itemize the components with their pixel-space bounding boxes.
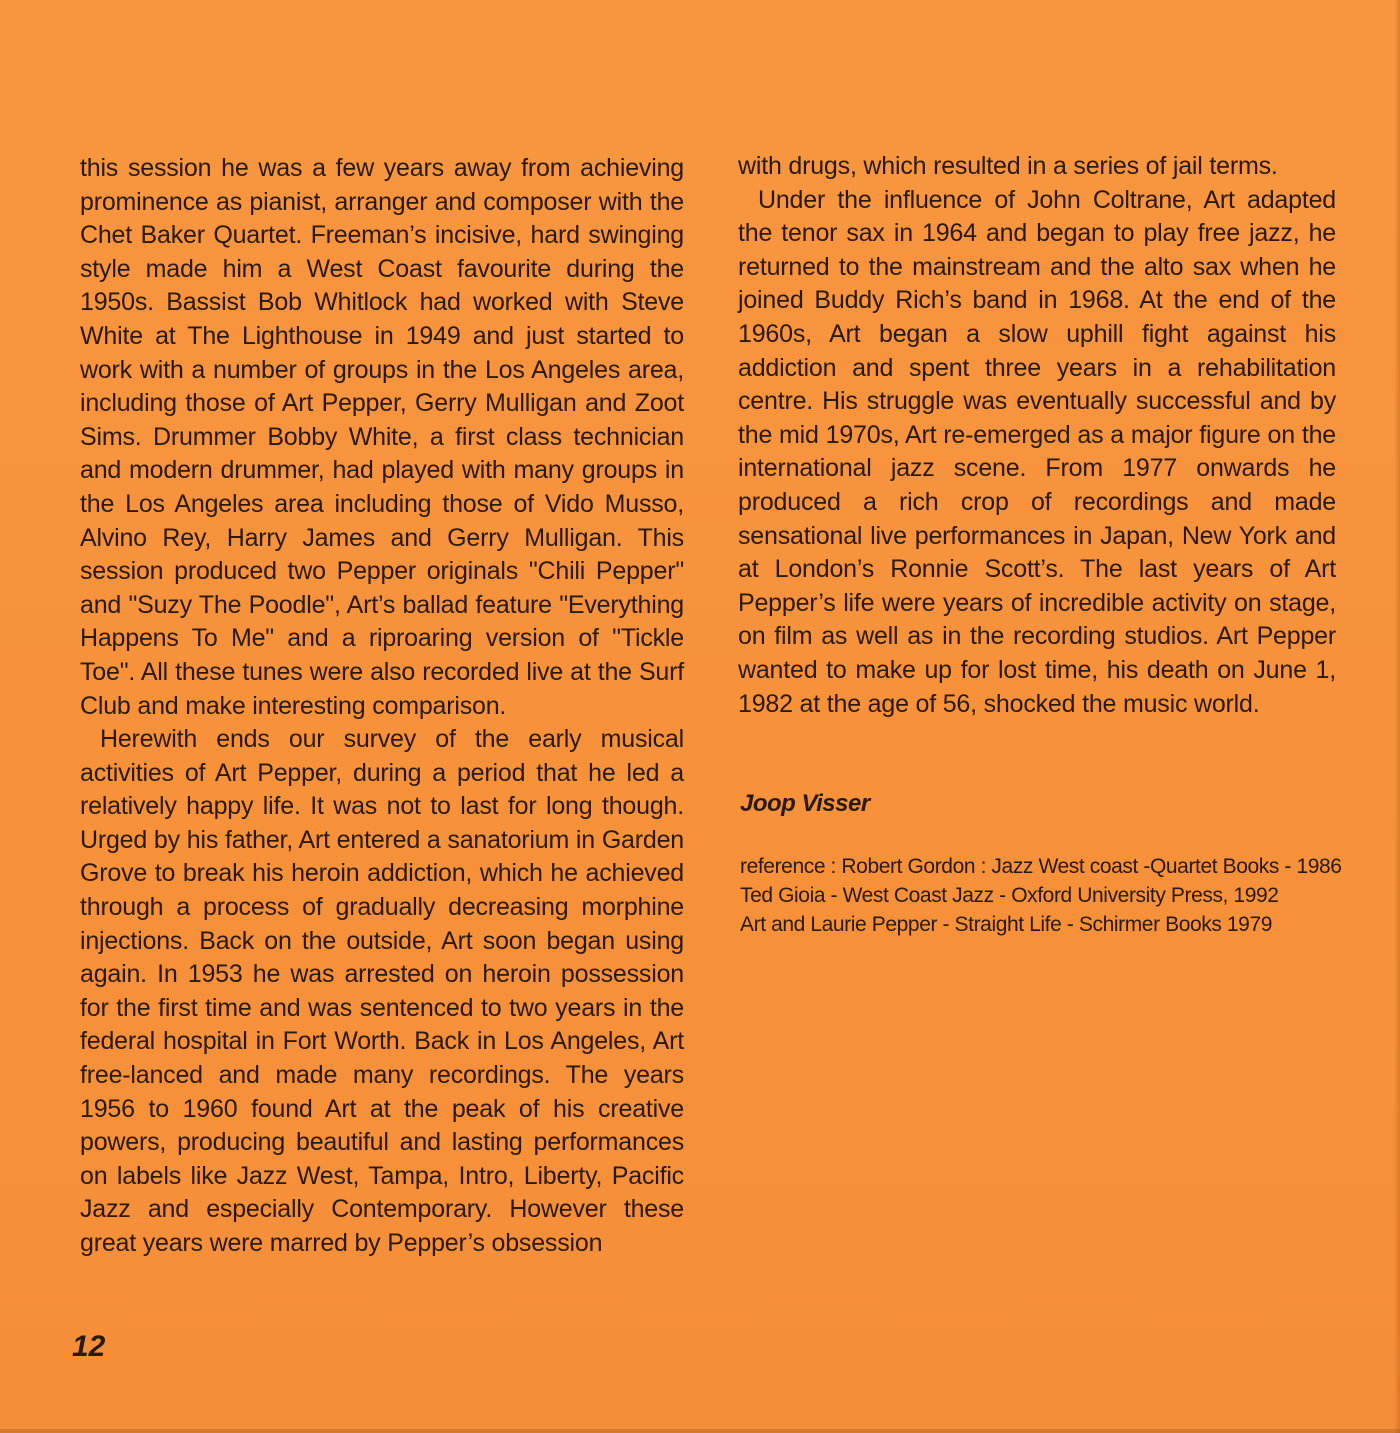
- references-list: [740, 852, 1360, 939]
- left-paragraph-1: this session he was a few years away from achieving prominence as pianist, arranger and composer with the Chet Baker Quartet. Freeman’s incisive, hard swinging style made him a West Coast favourite during the 1950s. Bassist Bob Whitlock had worked with Steve White at The Lighthouse in 1949 and just started to work with a number of groups in the Los Angeles area, including those of Art Pepper, Gerry Mulligan and Zoot Sims. Drummer Bobby White, a first class technician and modern drummer, had played with many groups in the Los Angeles area including those of Vido Musso, Alvino Rey, Harry James and Gerry Mulligan. This session produced two Pepper originals "Chili Pepper" and "Suzy The Poodle", Art’s ballad feature "Everything Happens To Me" and a riproaring version of "Tickle Toe". All these tunes were also recorded live at the Surf Club and make interesting comparison.: [80, 154, 684, 720]
- right-text-column: [738, 150, 1336, 721]
- reference-line-1: reference : Robert Gordon : Jazz West coast -Quartet Books - 1986: [740, 855, 1342, 878]
- author-name: Joop Visser: [740, 790, 870, 817]
- right-paragraph-1: with drugs, which resulted in a series of jail terms.: [738, 152, 1278, 180]
- left-text-column: [80, 152, 684, 1261]
- reference-line-3: Art and Laurie Pepper - Straight Life - Schirmer Books 1979: [740, 913, 1273, 936]
- reference-line-2: Ted Gioia - West Coast Jazz - Oxford University Press, 1992: [740, 884, 1279, 907]
- page-bottom-edge: [0, 1429, 1400, 1433]
- page-edge-shadow: [1394, 0, 1400, 1433]
- left-paragraph-2: Herewith ends our survey of the early musical activities of Art Pepper, during a period that he led a relatively happy life. It was not to last for long though. Urged by his father, Art entered a sanatorium in Garden Grove to break his heroin addiction, which he achieved through a process of gradually decreasing morphine injections. Back on the outside, Art soon began using again. In 1953 he was arrested on heroin possession for the first time and was sentenced to two years in the federal hospital in Fort Worth. Back in Los Angeles, Art free-lanced and made many recordings. The years 1956 to 1960 found Art at the peak of his creative powers, producing beautiful and lasting performances on labels like Jazz West, Tampa, Intro, Liberty, Pacific Jazz and especially Contemporary. However these great years were marred by Pepper’s obsession: [80, 725, 684, 1257]
- page-number: 12: [72, 1330, 106, 1363]
- right-paragraph-2: Under the influence of John Coltrane, Art adapted the tenor sax in 1964 and began to play free jazz, he returned to the mainstream and the alto sax when he joined Buddy Rich’s band in 1968. At the end of the 1960s, Art began a slow uphill fight against his addiction and spent three years in a rehabilitation centre. His struggle was eventually successful and by the mid 1970s, Art re-emerged as a major figure on the international jazz scene. From 1977 onwards he produced a rich crop of recordings and made sensational live performances in Japan, New York and at London’s Ronnie Scott’s. The last years of Art Pepper’s life were years of incredible activity on stage, on film as well as in the recording studios. Art Pepper wanted to make up for lost time, his death on June 1, 1982 at the age of 56, shocked the music world.: [738, 185, 1336, 718]
